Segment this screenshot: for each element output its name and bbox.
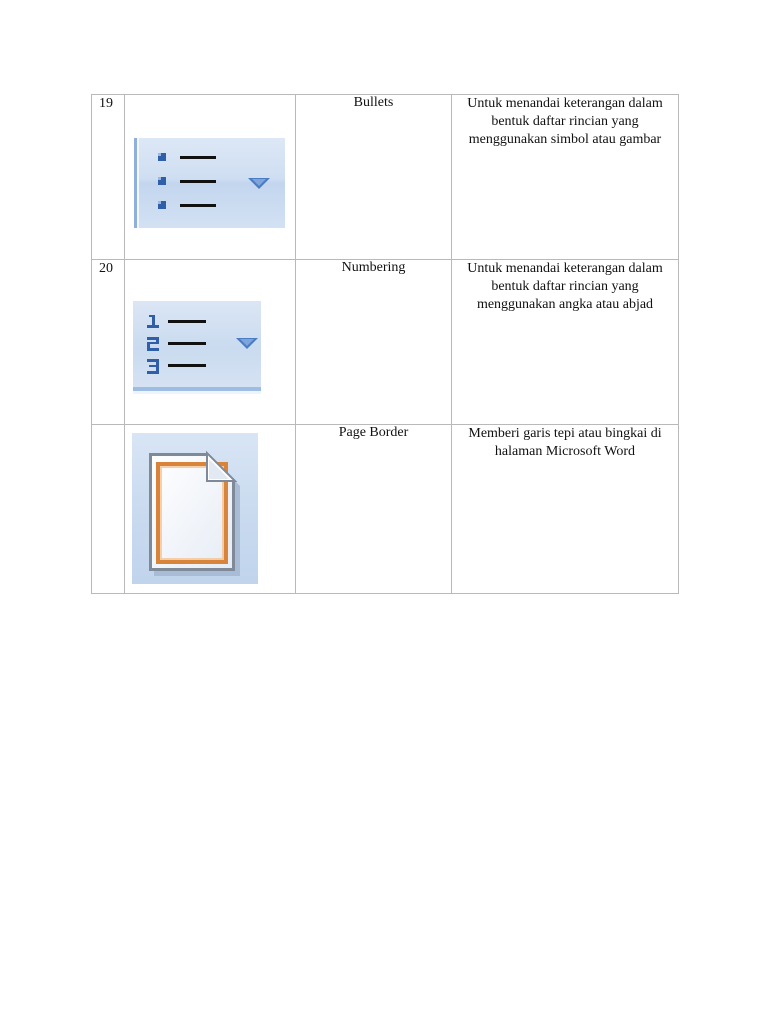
- command-name: Numbering: [341, 260, 406, 275]
- icon-cell: [125, 425, 296, 594]
- bullets-icon: [134, 138, 285, 228]
- description-cell: [452, 95, 679, 260]
- row-number: 19: [99, 96, 113, 111]
- command-name: Page Border: [338, 425, 409, 440]
- command-description: Memberi garis tepi atau bingkai di halaman Microsoft Word: [468, 426, 662, 459]
- page-border-icon: [132, 433, 258, 584]
- icon-cell: [125, 95, 296, 260]
- row-number-cell: [92, 260, 125, 425]
- row-number-cell: [92, 425, 125, 594]
- row-number-cell: [92, 95, 125, 260]
- icon-cell: [125, 260, 296, 425]
- numbering-icon: [133, 301, 261, 394]
- table-row: [92, 95, 679, 260]
- table-row: [92, 260, 679, 425]
- command-description: Untuk menandai keterangan dalam bentuk daftar rincian yang menggunakan angka atau abjad: [467, 261, 663, 312]
- description-cell: [452, 260, 679, 425]
- command-table: [91, 94, 679, 594]
- command-name: Bullets: [353, 95, 394, 110]
- table-row: [92, 425, 679, 594]
- description-cell: [452, 425, 679, 594]
- row-number: 20: [99, 261, 113, 276]
- name-cell: [296, 95, 452, 260]
- name-cell: [296, 260, 452, 425]
- command-description: Untuk menandai keterangan dalam bentuk daftar rincian yang menggunakan simbol atau gambar: [467, 96, 663, 147]
- name-cell: [296, 425, 452, 594]
- row-number: [92, 425, 124, 426]
